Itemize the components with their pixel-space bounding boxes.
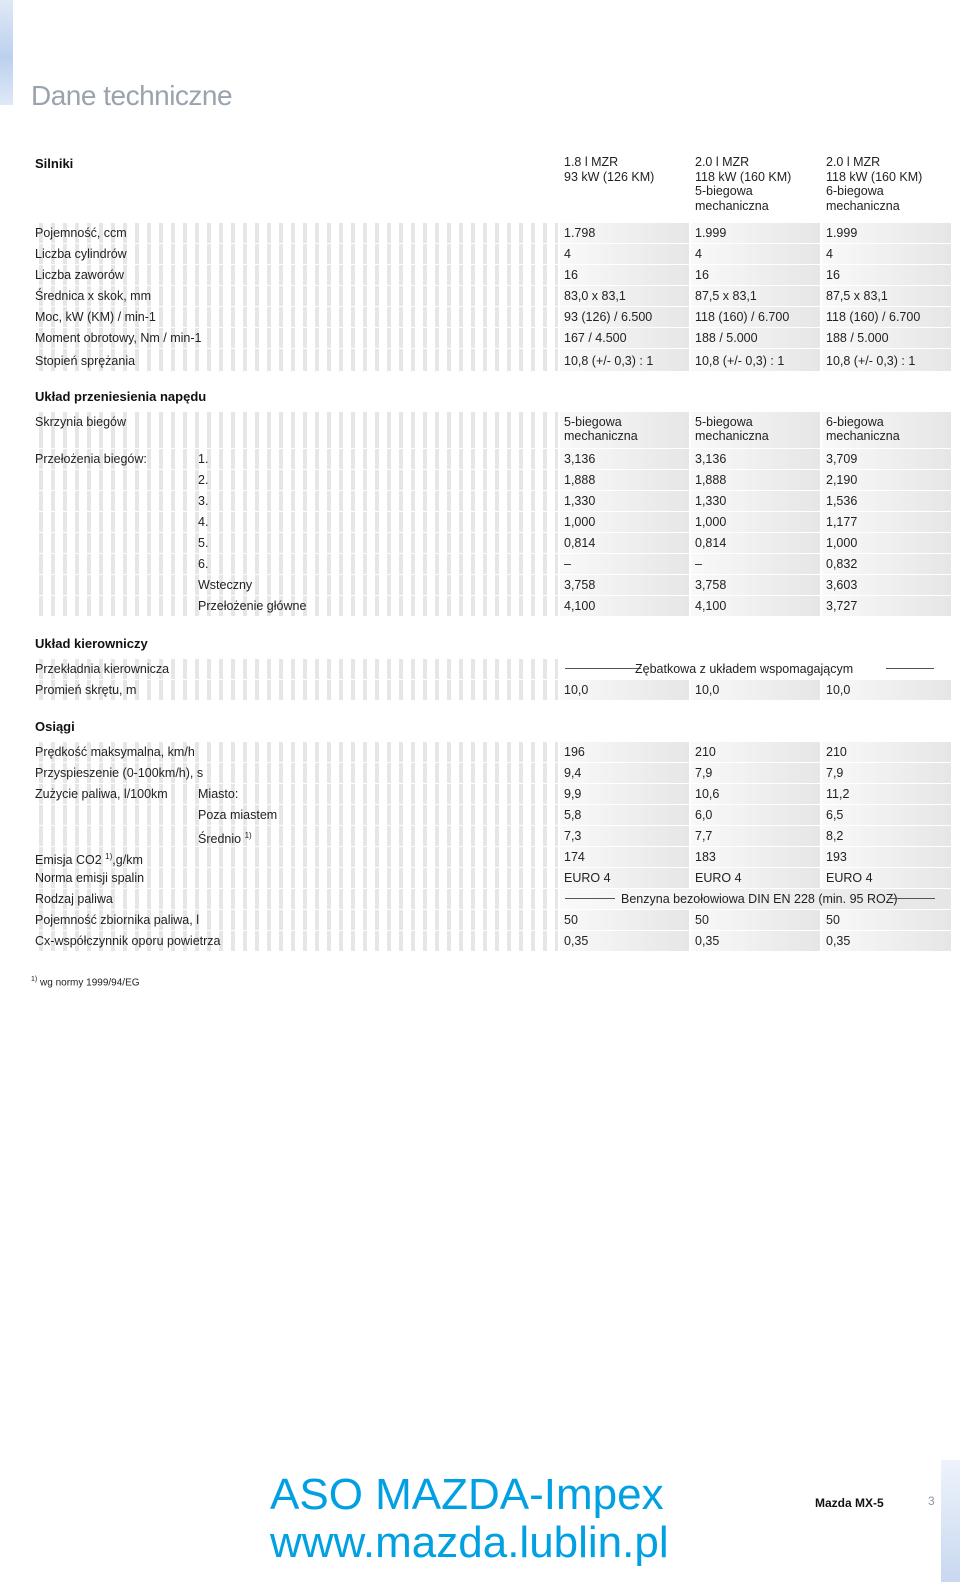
cell-value: 0,35 [826,934,851,948]
cell-value: 188 / 5.000 [695,331,758,345]
sub-label: Miasto: [198,787,239,801]
engine-col1-line: 1.8 l MZR [564,155,619,169]
engine-col1-header [564,155,654,184]
cell-value: 1,000 [826,536,858,550]
cell-value: 1,330 [564,494,596,508]
row-label: Moment obrotowy, Nm / min-1 [35,331,202,345]
cell-value: 210 [826,745,847,759]
cell-line: mechaniczna [826,429,900,443]
cell-value: 4 [695,247,702,261]
cell-value: 1,000 [695,515,727,529]
cell-value: 118 (160) / 6.700 [695,310,790,324]
page-title: Dane techniczne [31,80,233,111]
row-label: Prędkość maksymalna, km/h [35,745,195,759]
section-steering-title: Układ kierowniczy [35,636,148,651]
engine-col3-line: mechaniczna [826,198,900,213]
cell-line: 5-biegowa [695,415,753,429]
cell-bg [822,244,951,264]
cell-value: 11,2 [826,787,850,801]
cell-value: 87,5 x 83,1 [826,289,888,303]
row-label-bg [31,533,558,553]
table-row [31,847,953,867]
row-label-text: Emisja CO2 [35,853,102,868]
cell-value: 16 [564,268,578,282]
cell-value: 174 [564,850,585,864]
decorative-side-bar [0,0,13,105]
row-label: Przełożenia biegów: [35,452,147,466]
cell-value: – [695,557,702,571]
cell-value: 83,0 x 83,1 [564,289,626,303]
cell-value: EURO 4 [564,871,611,885]
engine-col3-line: 6-biegowa [826,184,884,198]
table-row [31,349,953,371]
row-label: Stopień sprężania [35,354,136,368]
gear-label: 6. [198,557,209,571]
cell-bg [560,244,689,264]
cell-value: 0,35 [564,934,589,948]
cell-value: 183 [695,850,716,864]
table-row [31,307,953,327]
table-row [31,931,953,951]
cell-value: 7,7 [695,829,713,843]
footnote-marker: 1) [244,831,252,840]
table-row [31,575,953,595]
table-row [31,533,953,553]
cell-bg [822,265,951,285]
cell-bg [560,554,689,574]
section-performance-title: Osiągi [35,719,75,734]
row-label-bg [31,512,558,532]
cell-value: 10,0 [826,683,851,697]
cell-value: 50 [695,913,709,927]
table-row [31,596,953,616]
row-label: Liczba cylindrów [35,247,127,261]
gear-label: 5. [198,536,209,550]
row-label: Pojemność zbiornika paliwa, l [35,913,199,927]
cell-value: 118 (160) / 6.700 [826,310,921,324]
table-row [31,449,953,469]
engine-col2-line: mechaniczna [695,198,769,213]
cell-value: 7,9 [826,766,844,780]
cell-value [826,415,900,443]
row-label-bg [31,554,558,574]
table-row [31,680,953,700]
cell-value: 3,727 [826,599,858,613]
table-row [31,328,953,348]
table-row [31,742,953,762]
cell-value: EURO 4 [826,871,873,885]
footnote [31,976,140,988]
table-row [31,265,953,285]
engine-col3-header [826,155,922,213]
cell-value: 167 / 4.500 [564,331,627,345]
cell-bg [691,244,820,264]
decorative-corner-bar [941,1460,960,1582]
cell-value: 2,190 [826,473,858,487]
cell-value: 193 [826,850,847,864]
cell-line: 6-biegowa [826,415,884,429]
cell-value: 210 [695,745,716,759]
cell-value: 87,5 x 83,1 [695,289,757,303]
engine-col2-line: 2.0 l MZR [695,155,750,169]
row-label: Emisja CO2 $^{1)}$,g/km [35,852,143,868]
cell-value: 1,536 [826,494,858,508]
cell-line: mechaniczna [564,429,638,443]
engine-col1-line: 93 kW (126 KM) [564,169,655,184]
cell-value: 4 [564,247,571,261]
cell-value: 0,814 [695,536,727,550]
cell-bg [822,910,951,930]
gear-label: 2. [198,473,209,487]
cell-value: 7,9 [695,766,713,780]
cell-value-span: Benzyna bezołowiowa DIN EN 228 (min. 95 ROZ) [621,892,898,906]
cell-value: 8,2 [826,829,844,843]
engine-col2-header [695,155,791,213]
cell-bg [691,910,820,930]
cell-value: 3,603 [826,578,858,592]
sub-label: Poza miastem [198,808,278,822]
table-row [31,244,953,264]
gear-label: Przełożenie główne [198,599,307,613]
cell-bg [560,910,689,930]
table-row [31,784,953,804]
row-label: Skrzynia biegów [35,415,127,429]
cell-value: 1.999 [826,226,858,240]
section-engines-title: Silniki [35,156,74,171]
cell-line: mechaniczna [695,429,769,443]
table-row [31,223,953,243]
cell-value: 9,9 [564,787,582,801]
cell-value: 0,35 [695,934,720,948]
cell-bg [691,265,820,285]
gear-label: Wsteczny [198,578,253,592]
divider-line [886,668,934,669]
cell-value: 1,888 [564,473,596,487]
engine-col2-line: 118 kW (160 KM) [695,169,792,184]
row-label-bg [31,826,558,846]
row-label: Przyspieszenie (0-100km/h), s [35,766,204,780]
page-number: 3 [928,1494,935,1508]
row-label: Pojemność, ccm [35,226,127,240]
gear-label: 4. [198,515,209,529]
table-row [31,826,953,846]
cell-value: 9,4 [564,766,582,780]
cell-value: 3,709 [826,452,858,466]
cell-value: 10,0 [695,683,720,697]
cell-value: 3,136 [695,452,727,466]
cell-value: – [564,557,571,571]
cell-value: 196 [564,745,585,759]
row-label: Norma emisji spalin [35,871,145,885]
row-label: Promień skrętu, m [35,683,137,697]
cell-value: 1,000 [564,515,596,529]
table-row [31,868,953,888]
cell-line: 5-biegowa [564,415,622,429]
table-row [31,491,953,511]
gear-label: 1. [198,452,209,466]
cell-bg [560,265,689,285]
cell-value: 10,0 [564,683,589,697]
footnote-text: wg normy 1999/94/EG [40,977,140,989]
cell-value: 10,8 (+/- 0,3) : 1 [826,354,916,368]
row-label: Średnica x skok, mm [35,289,152,303]
cell-value: 10,8 (+/- 0,3) : 1 [695,354,785,368]
cell-value: 5,8 [564,808,582,822]
dealer-name: ASO MAZDA-Impex [270,1470,664,1519]
cell-value: 4 [826,247,833,261]
footnote-marker: 1) [31,976,38,983]
cell-value: 10,8 (+/- 0,3) : 1 [564,354,654,368]
table-row [31,286,953,306]
row-label-bg [31,805,558,825]
dealer-website-link[interactable]: www.mazda.lublin.pl [270,1518,669,1567]
cell-value: 50 [564,913,578,927]
row-label: Liczba zaworów [35,268,124,282]
cell-value: 10,6 [695,787,720,801]
row-label-bg [31,491,558,511]
table-row [31,910,953,930]
cell-value: 50 [826,913,840,927]
cell-value: 3,136 [564,452,596,466]
divider-line [889,898,935,899]
table-row [31,554,953,574]
cell-value: 0,832 [826,557,858,571]
row-label: Cx-współczynnik oporu powietrza [35,934,221,948]
cell-value: 1,888 [695,473,727,487]
table-row [31,659,953,679]
row-label: Moc, kW (KM) / min-1 [35,310,156,324]
cell-bg [691,554,820,574]
cell-value: 4,100 [695,599,727,613]
model-name: Mazda MX-5 [815,1496,884,1510]
cell-value [564,415,638,443]
cell-value: 0,814 [564,536,596,550]
cell-value: 188 / 5.000 [826,331,889,345]
cell-value: 6,0 [695,808,713,822]
row-label: Rodzaj paliwa [35,892,113,906]
cell-value: 1.798 [564,226,596,240]
cell-value: 3,758 [564,578,596,592]
row-label-bg [31,575,558,595]
cell-value: 3,758 [695,578,727,592]
row-label: Przekładnia kierownicza [35,662,170,676]
cell-value: 93 (126) / 6.500 [564,310,653,324]
cell-value: EURO 4 [695,871,742,885]
cell-value: 6,5 [826,808,844,822]
engine-col2-line: 5-biegowa [695,184,753,198]
row-label: Zużycie paliwa, l/100km [35,787,168,801]
engine-col3-line: 2.0 l MZR [826,155,881,169]
gear-label: 3. [198,494,209,508]
cell-value: 7,3 [564,829,582,843]
table-row [31,889,953,909]
table-row [31,805,953,825]
divider-line [565,898,615,899]
engine-col3-line: 118 kW (160 KM) [826,169,923,184]
table-row [31,512,953,532]
cell-value: 16 [695,268,709,282]
cell-value: 4,100 [564,599,596,613]
section-drivetrain-title: Układ przeniesienia napędu [35,389,207,404]
cell-value: 1,330 [695,494,727,508]
cell-value: 16 [826,268,840,282]
divider-line [565,668,641,669]
cell-value-span: Zębatkowa z układem wspomagającym [635,662,854,676]
sub-label-text: Średnio [198,832,242,847]
row-label-bg [31,470,558,490]
table-row [31,412,953,448]
cell-value: 1.999 [695,226,727,240]
cell-value: 1,177 [826,515,858,529]
table-row [31,470,953,490]
table-row [31,763,953,783]
cell-value [695,415,769,443]
footnote-marker: 1) [105,852,113,861]
sub-label [198,829,252,846]
